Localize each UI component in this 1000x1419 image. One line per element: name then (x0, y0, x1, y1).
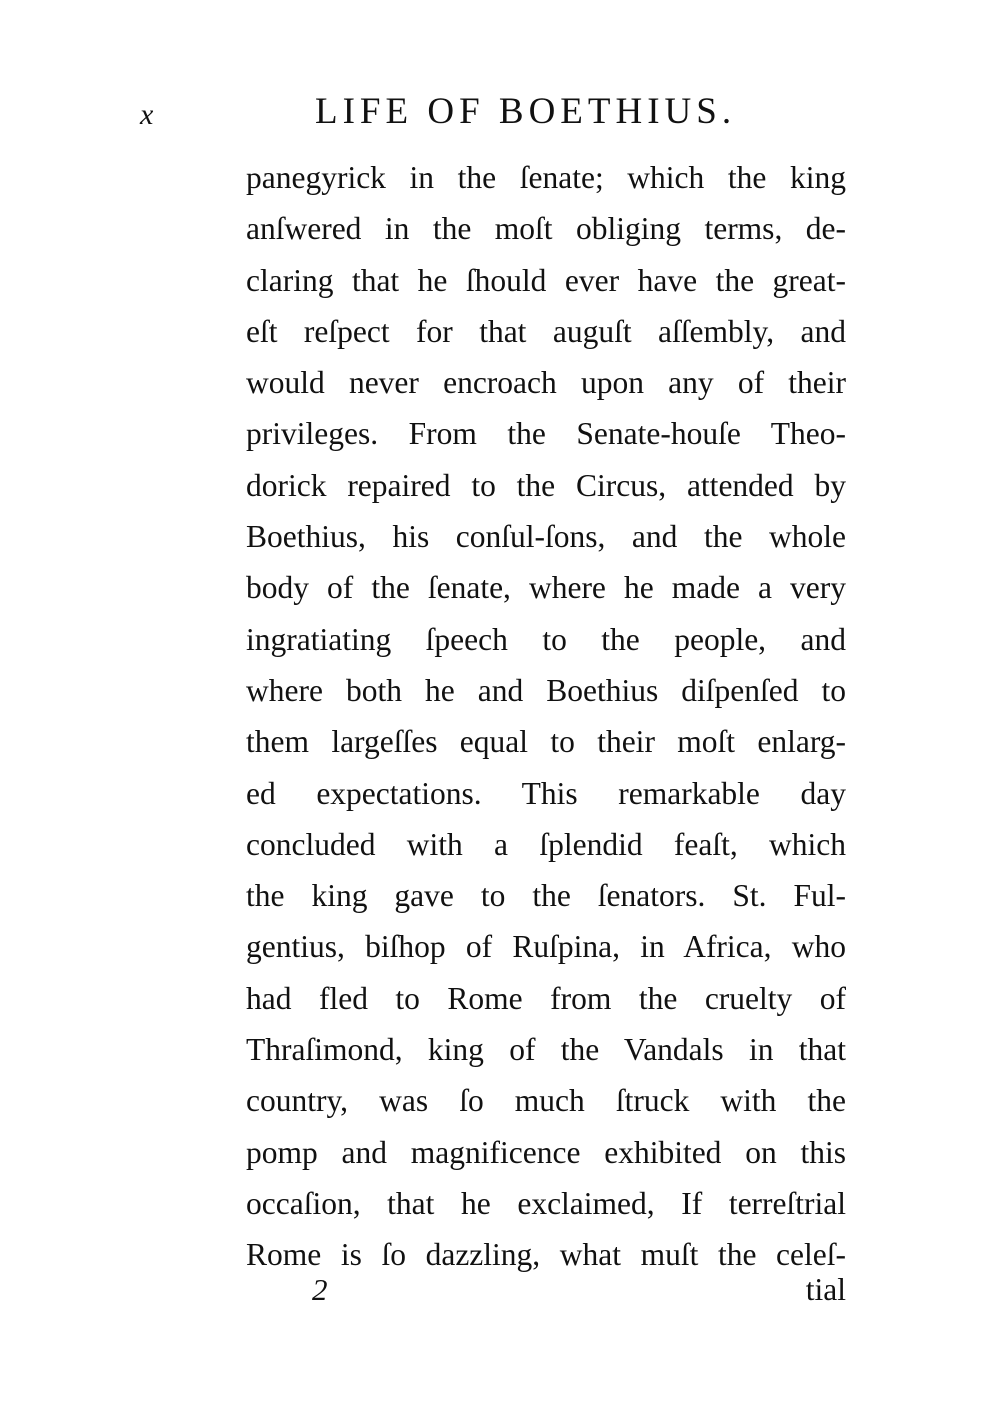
text-line: claring that he ſhould ever have the great- (246, 262, 846, 298)
page-footer (246, 1272, 846, 1318)
text-line: them largeſſes equal to their moſt enlarg- (246, 724, 846, 760)
running-head: LIFE OF BOETHIUS. (315, 91, 737, 132)
text-line: occaſion, that he exclaimed, If terreſtrial (246, 1185, 846, 1221)
text-line: country, was ſo much ſtruck with the (246, 1083, 846, 1119)
text-line: had fled to Rome from the cruelty of (246, 980, 846, 1016)
signature-mark: 2 (312, 1272, 328, 1307)
text-line: Boethius, his conſul-ſons, and the whole (246, 519, 846, 555)
text-line: ingratiating ſpeech to the people, and (246, 621, 846, 657)
body-text (246, 152, 846, 1281)
text-line: Thraſimond, king of the Vandals in that (246, 1032, 846, 1068)
text-line: concluded with a ſplendid feaſt, which (246, 826, 846, 862)
text-line: anſwered in the moſt obliging terms, de- (246, 211, 846, 247)
text-line: eſt reſpect for that auguſt aſſembly, and (246, 313, 846, 349)
text-line: privileges. From the Senate-houſe Theo- (246, 416, 846, 452)
text-line: the king gave to the ſenators. St. Ful- (246, 878, 846, 914)
text-line: panegyrick in the ſenate; which the king (246, 160, 846, 195)
text-line: ed expectations. This remarkable day (246, 775, 846, 811)
page-header (140, 90, 860, 140)
text-line: dorick repaired to the Circus, attended by (246, 467, 846, 503)
text-line: gentius, biſhop of Ruſpina, in Africa, who (246, 929, 846, 965)
text-line: where both he and Boethius diſpenſed to (246, 672, 846, 708)
text-line: body of the ſenate, where he made a very (246, 570, 846, 606)
text-line: Rome is ſo dazzling, what muſt the celeſ- (246, 1237, 846, 1273)
catchword: tial (805, 1272, 846, 1307)
text-line: would never encroach upon any of their (246, 365, 846, 401)
text-line: pomp and magnificence exhibited on this (246, 1134, 846, 1170)
page-number: x (140, 98, 155, 131)
